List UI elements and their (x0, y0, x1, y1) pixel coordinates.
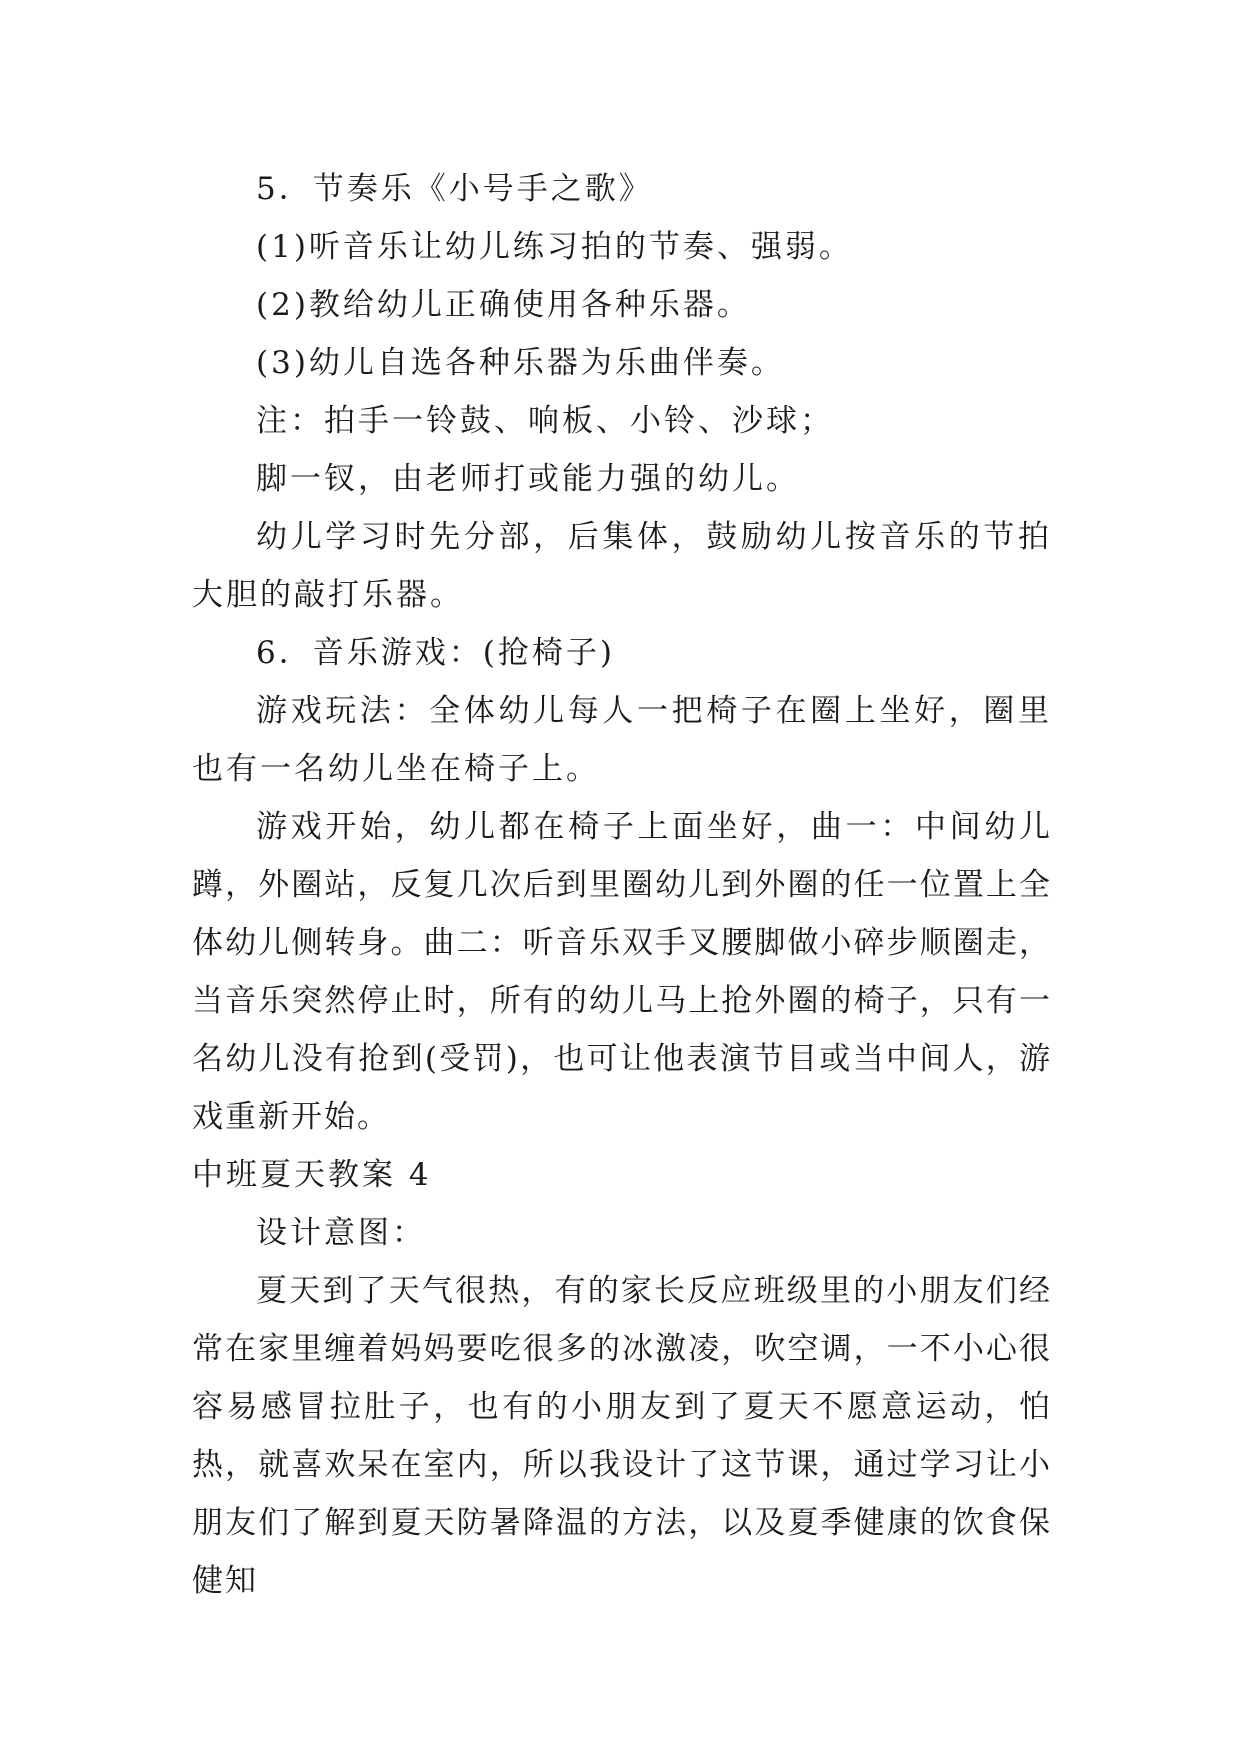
paragraph: 夏天到了天气很热，有的家长反应班级里的小朋友们经常在家里缠着妈妈要吃很多的冰激凌，吹空调，一不小心很容易感冒拉肚子，也有的小朋友到了夏天不愿意运动，怕热，就喜欢呆在室内，所以我设计了这节课，通过学习让小朋友们了解到夏天防暑降温的方法，以及夏季健康的饮食保健知 (192, 1273, 1052, 1599)
document-body (192, 160, 1052, 1610)
paragraph: 幼儿学习时先分部，后集体，鼓励幼儿按音乐的节拍大胆的敲打乐器。 (192, 519, 1052, 613)
paragraph: 游戏玩法：全体幼儿每人一把椅子在圈上坐好，圈里也有一名幼儿坐在椅子上。 (192, 693, 1052, 787)
section-title-rhythm-band: 5．节奏乐《小号手之歌》 (256, 171, 653, 207)
paragraph: 游戏开始，幼儿都在椅子上面坐好，曲一：中间幼儿蹲，外圈站，反复几次后到里圈幼儿到外圈的任一位置上全体幼儿侧转身。曲二：听音乐双手叉腰脚做小碎步顺圈走，当音乐突然停止时，所有的幼儿马上抢外圈的椅子，只有一名幼儿没有抢到(受罚)，也可让他表演节目或当中间人，游戏重新开始。 (192, 809, 1052, 1135)
list-item: (1)听音乐让幼儿练习拍的节奏、强弱。 (256, 229, 853, 265)
list-item: (2)教给幼儿正确使用各种乐器。 (256, 287, 751, 323)
section-title-music-game: 6．音乐游戏：(抢椅子) (256, 635, 615, 671)
note-line: 脚一钗，由老师打或能力强的幼儿。 (256, 461, 800, 497)
list-item: (3)幼儿自选各种乐器为乐曲伴奏。 (256, 345, 785, 381)
note-line: 注：拍手一铃鼓、响板、小铃、沙球； (256, 403, 834, 439)
lesson-heading: 中班夏天教案 4 (192, 1157, 432, 1193)
subheading-design-intent: 设计意图： (256, 1215, 426, 1251)
